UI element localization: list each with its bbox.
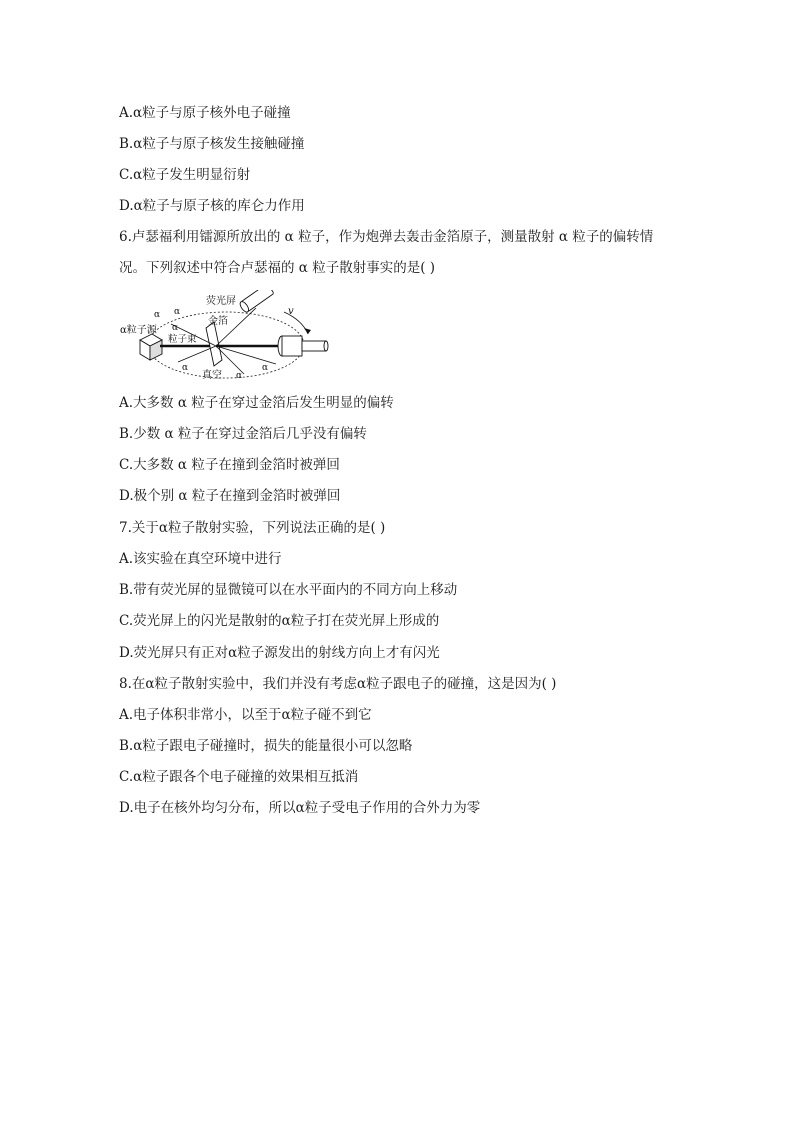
q6-stem-line2: 况。下列叙述中符合卢瑟福的 α 粒子散射事实的是( ) — [119, 260, 436, 276]
q7-option-b: B.带有荧光屏的显微镜可以在水平面内的不同方向上移动 — [119, 582, 458, 598]
label-gold-foil: 金箔 — [208, 316, 228, 327]
scatter-ray — [178, 346, 216, 362]
label-vacuum: 真空 — [202, 370, 222, 381]
scatter-ray — [216, 308, 256, 346]
q8-option-a: A.电子体积非常小，以至于α粒子碰不到它 — [119, 707, 372, 723]
q5-option-c: C.α粒子发生明显衍射 — [119, 167, 251, 183]
microscope-top — [238, 290, 274, 313]
q6-option-a: A.大多数 α 粒子在穿过金箔后发生明显的偏转 — [119, 395, 394, 411]
label-alpha: α — [236, 371, 243, 381]
label-alpha: α — [262, 363, 269, 373]
q7-stem: 7.关于α粒子散射实验，下列说法正确的是( ) — [119, 520, 386, 536]
q5-option-d: D.α粒子与原子核的库仑力作用 — [119, 198, 305, 214]
q7-option-c: C.荧光屏上的闪光是散射的α粒子打在荧光屏上形成的 — [119, 613, 440, 629]
q8-option-b: B.α粒子跟电子碰撞时，损失的能量很小可以忽略 — [119, 738, 413, 754]
q7-option-d: D.荧光屏只有正对α粒子源发出的射线方向上才有闪光 — [119, 645, 440, 661]
q8-option-c: C.α粒子跟各个电子碰撞的效果相互抵消 — [119, 769, 359, 785]
gold-foil — [206, 322, 222, 366]
label-v: v — [288, 306, 294, 317]
q8-option-d: D.电子在核外均匀分布，所以α粒子受电子作用的合外力为零 — [119, 800, 481, 816]
q6-stem-line1: 6.卢瑟福利用镭源所放出的 α 粒子，作为炮弹去轰击金箔原子，测量散射 α 粒子的偏转情 — [119, 229, 654, 245]
label-alpha: α — [174, 307, 181, 317]
q6-option-d: D.极个别 α 粒子在撞到金箔时被弹回 — [119, 488, 341, 504]
arrow-head — [304, 328, 311, 334]
alpha-source-box — [140, 334, 162, 360]
rutherford-scattering-diagram — [116, 290, 336, 385]
label-alpha: α — [172, 323, 179, 333]
q6-option-b: B.少数 α 粒子在穿过金箔后几乎没有偏转 — [119, 426, 367, 442]
label-alpha-source: α粒子源 — [120, 325, 157, 336]
label-alpha: α — [154, 310, 161, 320]
q6-option-c: C.大多数 α 粒子在撞到金箔时被弹回 — [119, 457, 340, 473]
label-alpha: α — [182, 363, 189, 373]
q5-option-a: A.α粒子与原子核外电子碰撞 — [119, 105, 291, 121]
q7-option-a: A.该实验在真空环境中进行 — [119, 551, 282, 567]
label-beam: 粒子束 — [168, 334, 197, 345]
q5-option-b: B.α粒子与原子核发生接触碰撞 — [119, 136, 305, 152]
q8-stem: 8.在α粒子散射实验中，我们并没有考虑α粒子跟电子的碰撞，这是因为( ) — [119, 676, 557, 692]
label-fluorescent-screen: 荧光屏 — [206, 296, 236, 307]
